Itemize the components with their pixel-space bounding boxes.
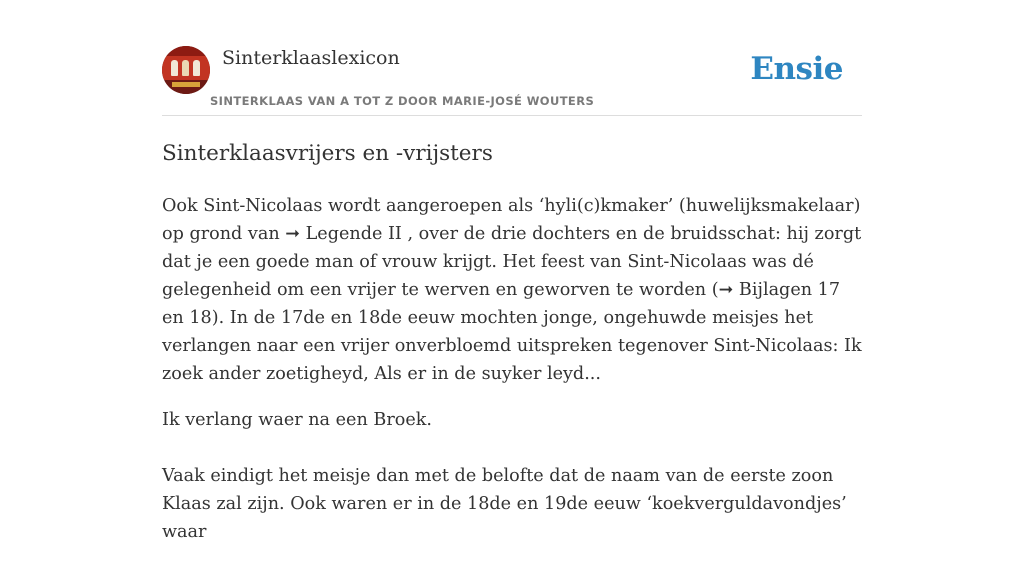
site-header [162, 46, 862, 116]
legende-link[interactable]: ➞ Legende II [285, 224, 402, 244]
bijlagen-link[interactable]: ➞ Bijlagen 17 en 18 [162, 280, 841, 328]
lexicon-avatar[interactable] [162, 46, 210, 94]
paragraph: Vaak eindigt het meisje dan met de belofte dat de naam van de eerste zoon Klaas zal zijn. Ook waren er in de 18de en 19de eeuw ‘koekverguldavondjes’ waar [162, 466, 847, 542]
lexicon-subtitle: SINTERKLAAS VAN A TOT Z DOOR MARIE-JOSÉ WOUTERS [210, 94, 595, 108]
paragraph: Ik verlang waer na een Broek. [162, 410, 432, 430]
paragraph-text: ). In de 17de en 18de eeuw mochten jonge, ongehuwde meisjes het verlangen naar een vrijer onverbloemd uitspreken tegenover Sint-Nicolaas: Ik zoek ander zoetigheyd, Als er in de suyker leyd... [162, 308, 862, 384]
article-body [162, 192, 862, 564]
paragraph-text: , over de drie dochters en de bruidsschat: hij zorgt dat je een goede man of vrouw krijgt. Het feest van Sint-Nicolaas was dé gelegenheid om een vrijer te werven en geworven te worden ( [162, 224, 862, 300]
paragraph [162, 192, 862, 388]
brand-logo[interactable]: Ensie [750, 51, 843, 87]
paragraph-text: Ook Sint-Nicolaas wordt aangeroepen als ‘hyli(c)kmaker’ (huwelijksmakelaar) op grond van [162, 196, 861, 244]
lexicon-name[interactable]: Sinterklaaslexicon [222, 47, 400, 69]
header-divider [162, 115, 862, 116]
article-title: Sinterklaasvrijers en -vrijsters [162, 141, 493, 166]
